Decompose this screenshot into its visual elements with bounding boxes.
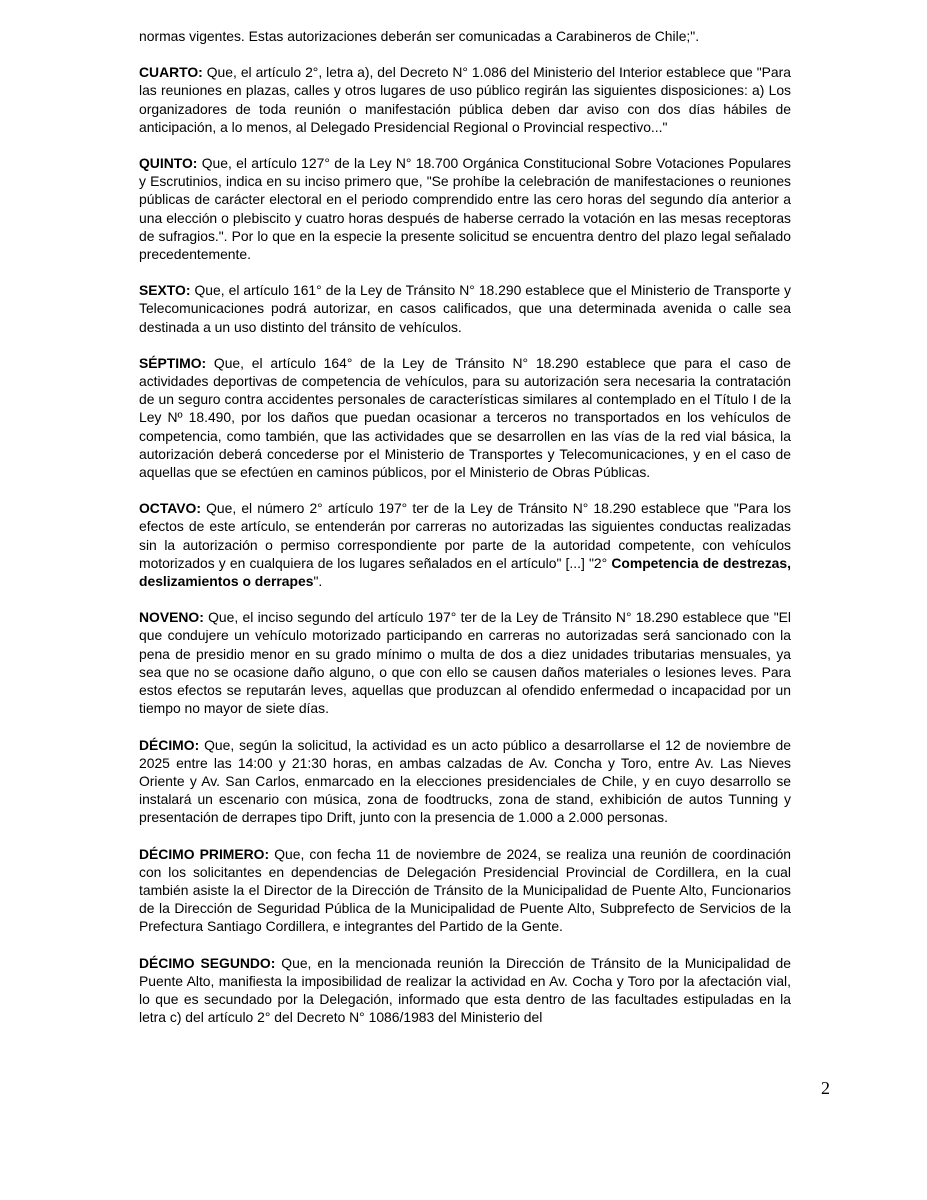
section-decimo-segundo — [139, 954, 791, 1027]
section-text: Que, según la solicitud, la actividad es un acto público a desarrollarse el 12 de noviembre de 2025 entre las 14:00 y 21:30 horas, en ambas calzadas de Av. Concha y Toro, entre Av. Las Nieves Oriente y Av. San Carlos, enmarcado en la elecciones presidenciales de Chile, y en cuyo desarrollo se instalará un escenario con música, zona de foodtrucks, zona de stand, exhibición de autos Tunning y presentación de derrapes tipo Drift, junto con la presencia de 1.000 a 2.000 personas. — [139, 736, 792, 826]
intro-paragraph: normas vigentes. Estas autorizaciones deberán ser comunicadas a Carabineros de Chile;". — [139, 28, 700, 44]
section-label: CUARTO: — [139, 64, 203, 81]
section-text: Que, el artículo 161° de la Ley de Tránsito N° 18.290 establece que el Ministerio de Transporte y Telecomunicaciones podrá autorizar, en casos calificados, que una determinada avenida o calle sea destinada a un uso distinto del tránsito de vehículos. — [139, 282, 792, 335]
section-text: Que, el artículo 127° de la Ley N° 18.700 Orgánica Constitucional Sobre Votaciones Populares y Escrutinios, indica en su inciso primero que, "Se prohíbe la celebración de manifestaciones o reuniones públicas de carácter electoral en el periodo comprendido entre las cero horas del segundo día anterior a una elección o plebiscito y cuatro horas después de haberse cerrado la votación en las mesas receptoras de sufragios.". Por lo que en la especie la presente solicitud se encuentra dentro del plazo legal señalado precedentemente. — [139, 155, 791, 263]
section-octavo — [139, 499, 791, 590]
section-quinto — [139, 154, 791, 263]
section-label: DÉCIMO SEGUNDO: — [139, 954, 276, 971]
section-text: Que, el artículo 164° de la Ley de Tránsito N° 18.290 establece que para el caso de actividades deportivas de competencia de vehículos, para su autorización sera necesaria la contratación de un seguro contra accidentes personales de características similares al contemplado en el Título I de la Ley Nº 18.490, por los daños que puedan ocasionar a terceros no transportados en los vehículos de competencia, como también, que las actividades que se desarrollen en las vías de la red vial básica, la autorización deberá concederse por el Ministerio de Transportes y Telecomunicaciones, y en el caso de aquellas que se efectúen en caminos públicos, por el Ministerio de Obras Públicas. — [139, 354, 791, 481]
section-text-end: ". — [313, 573, 323, 590]
section-label: DÉCIMO PRIMERO: — [139, 845, 270, 862]
section-text: Que, con fecha 11 de noviembre de 2024, se realiza una reunión de coordinación con los solicitantes en dependencias de Delegación Presidencial Provincial de Cordillera, en la cual también asiste la el Director de la Dirección de Tránsito de la Municipalidad de Puente Alto, Funcionarios de la Dirección de Seguridad Pública de la Municipalidad de Puente Alto, Subprefecto de Servicios de la Prefectura Santiago Cordillera, e integrantes del Partido de la Gente. — [139, 845, 792, 935]
section-label: OCTAVO: — [139, 500, 201, 517]
section-label: SEXTO: — [139, 282, 191, 299]
section-text: Que, el artículo 2°, letra a), del Decreto N° 1.086 del Ministerio del Interior establece que "Para las reuniones en plazas, calles y otros lugares de uso público regirán las siguientes disposiciones: a) Los organizadores de toda reunión o manifestación pública deben dar aviso con dos días hábiles de anticipación, a lo menos, al Delegado Presidencial Regional o Provincial respectivo..." — [139, 64, 791, 135]
page-number: 2 — [821, 1078, 830, 1098]
section-sexto — [139, 281, 791, 336]
section-text: Que, el inciso segundo del artículo 197° ter de la Ley de Tránsito N° 18.290 establece que "El que condujere un vehículo motorizado participando en carreras no autorizadas será sancionado con la pena de presidio menor en su grado mínimo o multa de dos a diez unidades tributarias mensuales, ya sea que no se ocasione daño alguno, o que con ello se causen daños materiales o lesiones leves. Para estos efectos se reputarán leves, aquellas que produzcan al ofendido enfermedad o incapacidad por un tiempo no mayor de siete días. — [139, 609, 792, 717]
section-label: QUINTO: — [139, 155, 198, 172]
section-cuarto — [139, 63, 791, 136]
document-body — [139, 27, 791, 1044]
section-emphasis: Competencia de destrezas, deslizamientos o derrapes — [139, 554, 791, 590]
section-label: NOVENO: — [139, 609, 204, 626]
section-noveno — [139, 608, 791, 717]
section-label: SÉPTIMO: — [139, 354, 207, 371]
section-septimo — [139, 354, 791, 481]
section-text: Que, en la mencionada reunión la Dirección de Tránsito de la Municipalidad de Puente Alto, manifiesta la imposibilidad de realizar la actividad en Av. Cocha y Toro por la afectación vial, lo que es secundado por la Delegación, informado que esta dentro de las facultades estipuladas en la letra c) del artículo 2° del Decreto N° 1086/1983 del Ministerio del — [139, 954, 792, 1026]
section-decimo-primero — [139, 845, 791, 936]
section-label: DÉCIMO: — [139, 736, 200, 753]
section-decimo — [139, 736, 791, 827]
section-text: Que, el número 2° artículo 197° ter de la Ley de Tránsito N° 18.290 establece que "Para los efectos de este artículo, se entenderán por carreras no autorizadas las siguientes conductas realizadas sin la autorización o permiso correspondiente por parte de la autoridad competente, con vehículos motorizados y en cualquiera de los lugares señalados en el artículo" [...] "2° — [139, 500, 791, 571]
